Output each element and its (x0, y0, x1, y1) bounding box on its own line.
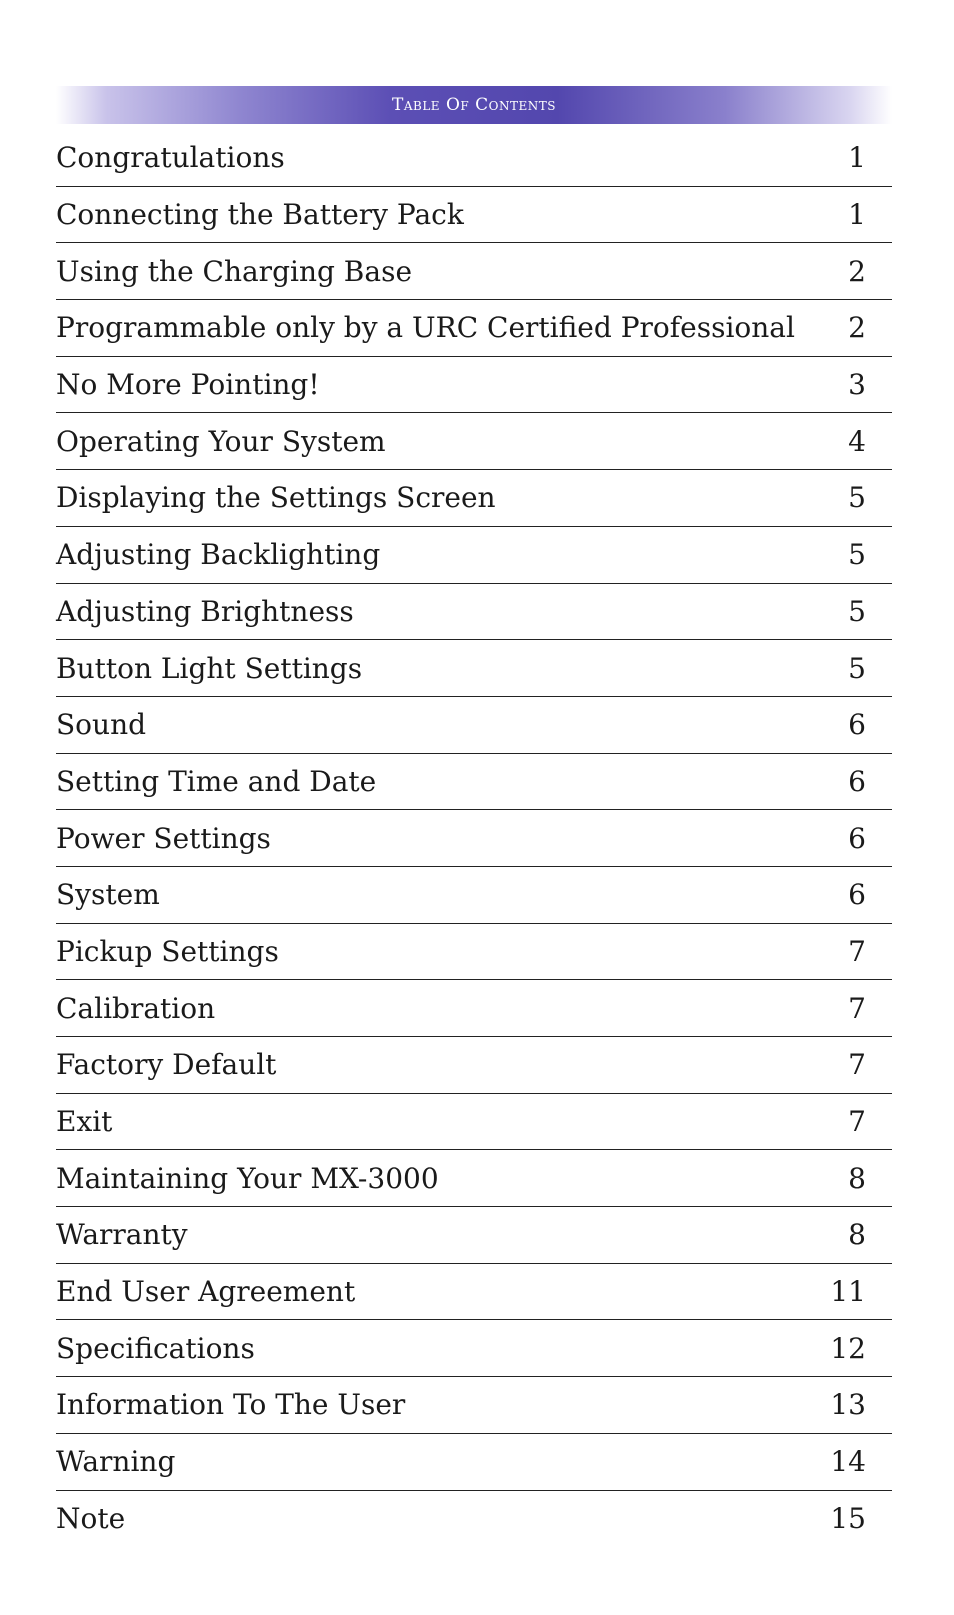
toc-entry-page: 7 (848, 934, 866, 968)
toc-entry[interactable] (56, 1264, 892, 1321)
toc-entry-title: Specifications (56, 1331, 255, 1365)
toc-entry[interactable] (56, 810, 892, 867)
toc-entry-title: Power Settings (56, 821, 271, 855)
toc-entry[interactable] (56, 1094, 892, 1151)
toc-entry[interactable] (56, 1150, 892, 1207)
toc-entry-title: Button Light Settings (56, 651, 363, 685)
toc-entry-page: 6 (848, 708, 866, 742)
toc-entry-page: 7 (848, 991, 866, 1025)
toc-entry-page: 8 (848, 1218, 866, 1252)
toc-entry-title: Factory Default (56, 1048, 277, 1082)
toc-entry-page: 5 (848, 651, 866, 685)
toc-entry[interactable] (56, 243, 892, 300)
toc-entry-page: 2 (848, 254, 866, 288)
toc-entry-title: End User Agreement (56, 1275, 356, 1309)
toc-entry-page: 11 (830, 1275, 866, 1309)
toc-entry[interactable] (56, 980, 892, 1037)
toc-entry-title: Adjusting Brightness (56, 594, 354, 628)
toc-entry[interactable] (56, 640, 892, 697)
toc-entry-page: 6 (848, 821, 866, 855)
toc-entry[interactable] (56, 1377, 892, 1434)
toc-entry-page: 6 (848, 764, 866, 798)
toc-entry[interactable] (56, 300, 892, 357)
toc-entry-page: 12 (830, 1331, 866, 1365)
toc-entry-page: 8 (848, 1161, 866, 1195)
toc-entry-title: Displaying the Settings Screen (56, 481, 496, 515)
toc-entry-title: Connecting the Battery Pack (56, 198, 464, 232)
toc-entry-page: 5 (848, 481, 866, 515)
toc-entry-title: Programmable only by a URC Certified Professional (56, 311, 795, 345)
toc-entry[interactable] (56, 1207, 892, 1264)
toc-entry-page: 13 (830, 1388, 866, 1422)
toc-entry-page: 1 (848, 198, 866, 232)
toc-entry[interactable] (56, 527, 892, 584)
toc-entry[interactable] (56, 754, 892, 811)
toc-entry[interactable] (56, 584, 892, 641)
toc-entry-page: 6 (848, 878, 866, 912)
toc-entry[interactable] (56, 1434, 892, 1491)
toc-entry-page: 14 (830, 1445, 866, 1479)
toc-entry-title: Information To The User (56, 1388, 406, 1422)
toc-entry-title: Warranty (56, 1218, 188, 1252)
toc-entry-title: Pickup Settings (56, 934, 279, 968)
toc-entry-page: 7 (848, 1105, 866, 1139)
toc-entry-page: 15 (830, 1502, 866, 1536)
toc-entry-page: 4 (848, 424, 866, 458)
toc-entry-title: Setting Time and Date (56, 764, 377, 798)
toc-entry-title: Congratulations (56, 141, 285, 175)
toc-entry-title: Sound (56, 708, 147, 742)
toc-entry-title: Note (56, 1502, 126, 1536)
toc-entry-title: Exit (56, 1105, 113, 1139)
toc-entry[interactable] (56, 1320, 892, 1377)
toc-header-banner (56, 86, 892, 124)
toc-entry[interactable] (56, 357, 892, 414)
toc-entry[interactable] (56, 187, 892, 244)
toc-entry-page: 5 (848, 538, 866, 572)
toc-entry[interactable] (56, 1037, 892, 1094)
toc-entry-title: Adjusting Backlighting (56, 538, 381, 572)
toc-entry-title: Operating Your System (56, 424, 386, 458)
toc-entry[interactable] (56, 470, 892, 527)
toc-entry-title: Warning (56, 1445, 176, 1479)
toc-entry-page: 2 (848, 311, 866, 345)
toc-list (56, 130, 892, 1547)
toc-entry-page: 3 (848, 368, 866, 402)
page-title: Table Of Contents (392, 95, 556, 115)
toc-entry-title: Calibration (56, 991, 216, 1025)
toc-entry-page: 7 (848, 1048, 866, 1082)
toc-entry-title: No More Pointing! (56, 368, 320, 402)
toc-entry[interactable] (56, 413, 892, 470)
toc-entry-title: Using the Charging Base (56, 254, 413, 288)
toc-entry[interactable] (56, 697, 892, 754)
toc-entry[interactable] (56, 130, 892, 187)
toc-entry[interactable] (56, 924, 892, 981)
toc-entry-page: 1 (848, 141, 866, 175)
toc-entry[interactable] (56, 867, 892, 924)
toc-entry-title: System (56, 878, 160, 912)
toc-entry[interactable] (56, 1491, 892, 1548)
toc-entry-title: Maintaining Your MX-3000 (56, 1161, 439, 1195)
toc-entry-page: 5 (848, 594, 866, 628)
